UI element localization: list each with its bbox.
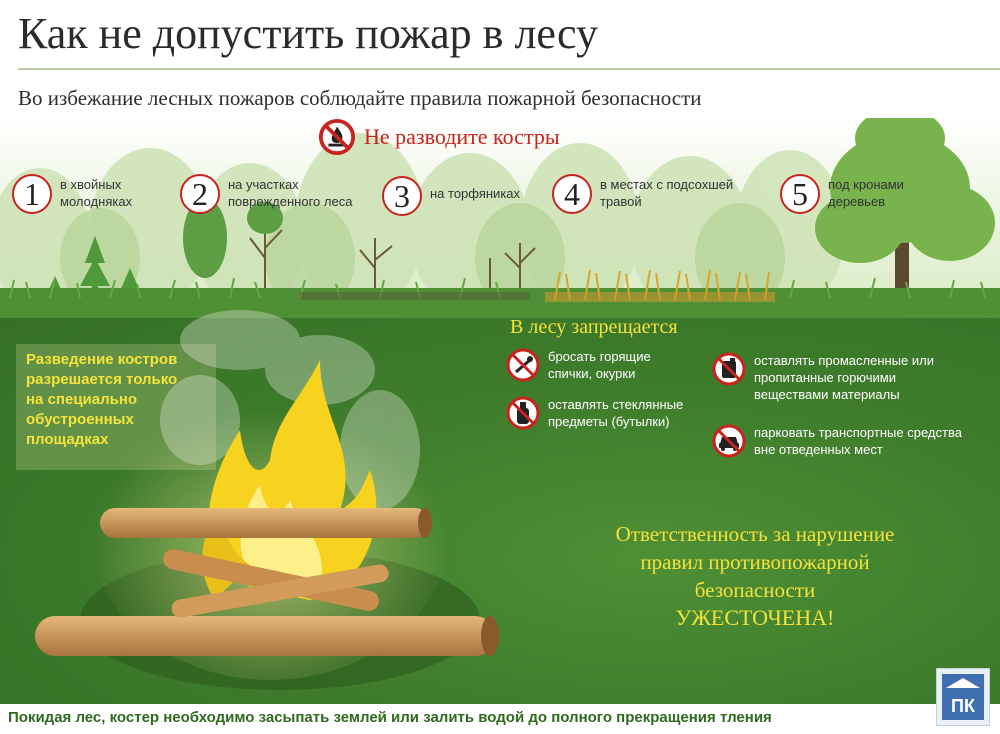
rule-number: 2 [180,174,220,214]
allowed-line: площадках [26,431,109,448]
no-canister-icon [712,352,746,386]
forbidden-heading: В лесу запрещается [510,316,678,338]
responsibility-line: Ответственность за нарушение [615,522,895,546]
no-bottle-icon [506,396,540,430]
responsibility-line: безопасности [694,578,816,602]
title-divider [18,68,1000,70]
forbidden-text: бросать горящие [548,349,651,364]
responsibility-emphasis: УЖЕСТОЧЕНА! [675,605,835,630]
rule-text: в хвойных [60,177,122,192]
forbidden-text: оставлять стеклянные [548,397,684,412]
rule-number: 5 [780,174,820,214]
page-title: Как не допустить пожар в лесу [18,9,598,58]
forbidden-text: парковать транспортные средства [754,425,962,440]
rule-text: в местах с подсохшей [600,177,734,192]
footer-note: Покидая лес, костер необходимо засыпать землей или залить водой до полного прекращения тления [8,709,772,726]
forbidden-text: спички, окурки [548,366,636,381]
forbidden-text: вне отведенных мест [754,442,883,457]
forbidden-item-matches [506,348,651,382]
rule-text: под кронами [828,177,904,192]
rule-text: деревьев [828,194,886,209]
allowed-line: обустроенных [26,411,134,428]
forbidden-text: оставлять промасленные или [754,353,934,368]
no-campfire-icon [318,118,356,156]
rule-5 [780,174,904,214]
rule-text: травой [600,194,642,209]
page-subtitle: Во избежание лесных пожаров соблюдайте правила пожарной безопасности [18,86,702,110]
rule-2 [180,174,352,214]
allowed-line: на специально [26,391,138,408]
allowed-line: разрешается только [26,371,178,388]
forbidden-text: пропитанные горючими [754,370,896,385]
logo-text: ПК [951,696,975,716]
rule-text: молодняках [60,194,133,209]
forbidden-item-parking [712,424,962,458]
rule-number: 4 [552,174,592,214]
rule-3 [382,176,520,216]
responsibility-line: правил противопожарной [640,550,870,574]
rule-4 [552,174,733,214]
allowed-line: Разведение костров [26,351,178,368]
no-matches-icon [506,348,540,382]
rule-number: 1 [12,174,52,214]
logo-icon [936,668,990,726]
rule-1 [12,174,132,214]
forbidden-text: веществами материалы [754,387,900,402]
rule-text: на участках [228,177,299,192]
no-car-icon [712,424,746,458]
forbidden-item-oily-materials [712,352,934,403]
campfire-illustration [20,300,500,704]
forbidden-text: предметы (бутылки) [548,414,670,429]
no-campfire-heading [318,118,560,156]
rule-number: 3 [382,176,422,216]
forbidden-item-bottles [506,396,683,430]
rule-text: поврежденного леса [228,194,353,209]
rule-text: на торфяниках [430,186,521,201]
no-campfire-label: Не разводите костры [364,124,560,149]
responsibility-notice [580,520,930,632]
